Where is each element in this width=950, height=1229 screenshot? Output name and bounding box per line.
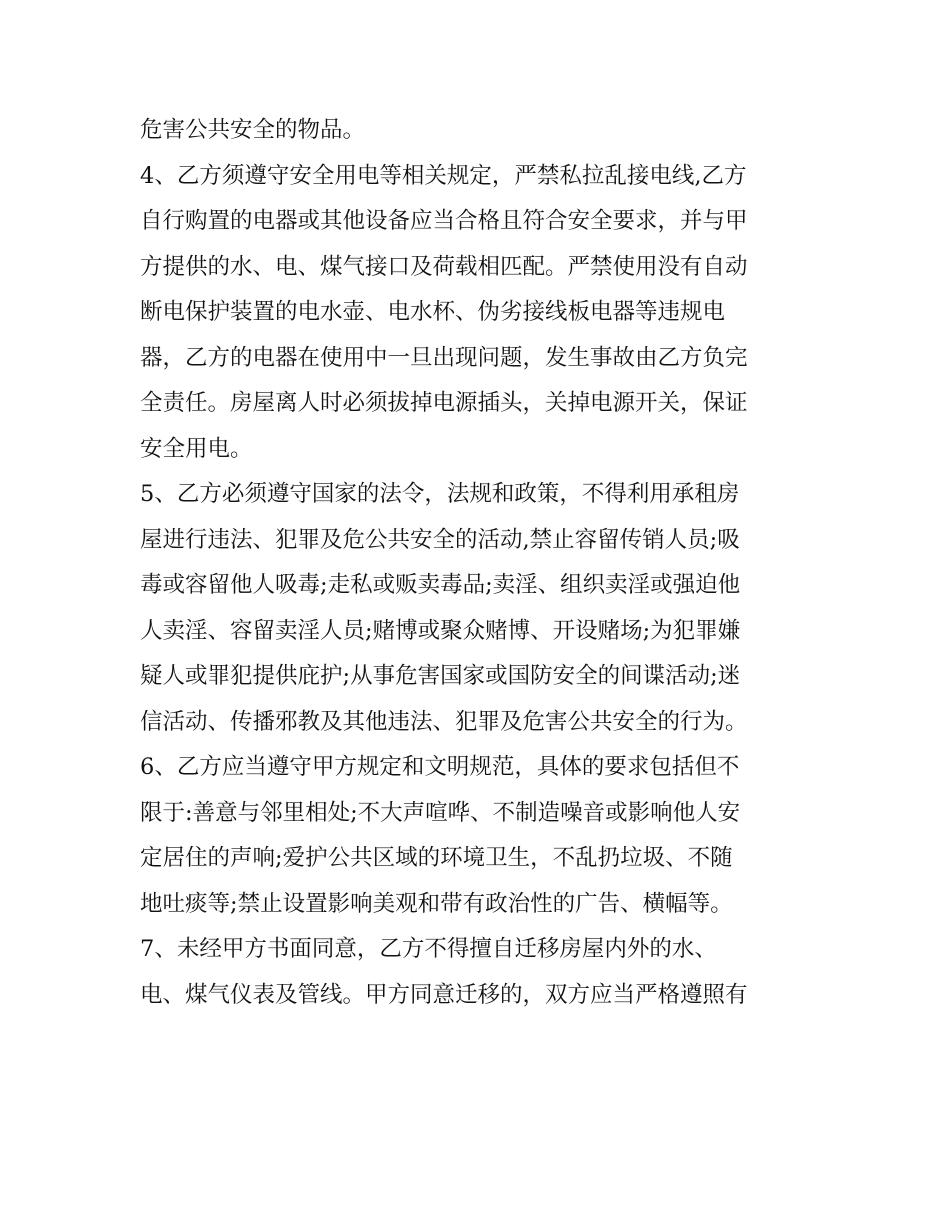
text-line: 7、未经甲方书面同意，乙方不得擅自迁移房屋内外的水、 <box>140 936 717 962</box>
text-line: 5、乙方必须遵守国家的法令，法规和政策，不得利用承租房 <box>140 481 740 507</box>
document-body <box>140 108 820 1018</box>
text-line: 信活动、传播邪教及其他违法、犯罪及危害公共安全的行为。 <box>140 708 748 735</box>
text-line: 毒或容留他人吸毒;走私或贩卖毒品;卖淫、组织卖淫或强迫他 <box>140 572 741 598</box>
text-line: 定居住的声响;爱护公共区域的环境卫生，不乱扔垃圾、不随 <box>140 845 733 871</box>
text-line: 疑人或罪犯提供庇护;从事危害国家或国防安全的间谍活动;迷 <box>140 663 741 689</box>
text-line: 安全用电。 <box>140 435 253 462</box>
text-line: 断电保护装置的电水壶、电水杯、伪劣接线板电器等违规电 <box>140 299 726 325</box>
text-line: 方提供的水、电、煤气接口及荷载相匹配。严禁使用没有自动 <box>140 253 748 280</box>
text-line: 地吐痰等;禁止设置影响美观和带有政治性的广告、横幅等。 <box>140 890 733 917</box>
text-line: 人卖淫、容留卖淫人员;赌博或聚众赌博、开设赌场;为犯罪嫌 <box>140 617 741 644</box>
text-line: 器，乙方的电器在使用中一旦出现问题，发生事故由乙方负完 <box>140 344 748 371</box>
text-line: 自行购置的电器或其他设备应当合格且符合安全要求，并与甲 <box>140 208 748 234</box>
text-line: 危害公共安全的物品。 <box>140 117 366 143</box>
text-line: 4、乙方须遵守安全用电等相关规定，严禁私拉乱接电线,乙方 <box>140 162 747 189</box>
text-line: 限于:善意与邻里相处;不大声喧哗、不制造噪音或影响他人安 <box>140 799 741 826</box>
text-line: 6、乙方应当遵守甲方规定和文明规范，具体的要求包括但不 <box>140 754 740 780</box>
text-line: 全责任。房屋离人时必须拔掉电源插头，关掉电源开关，保证 <box>140 390 748 416</box>
text-line: 电、煤气仪表及管线。甲方同意迁移的，双方应当严格遵照有 <box>140 981 748 1008</box>
text-line: 屋进行违法、犯罪及危公共安全的活动,禁止容留传销人员;吸 <box>140 526 740 553</box>
